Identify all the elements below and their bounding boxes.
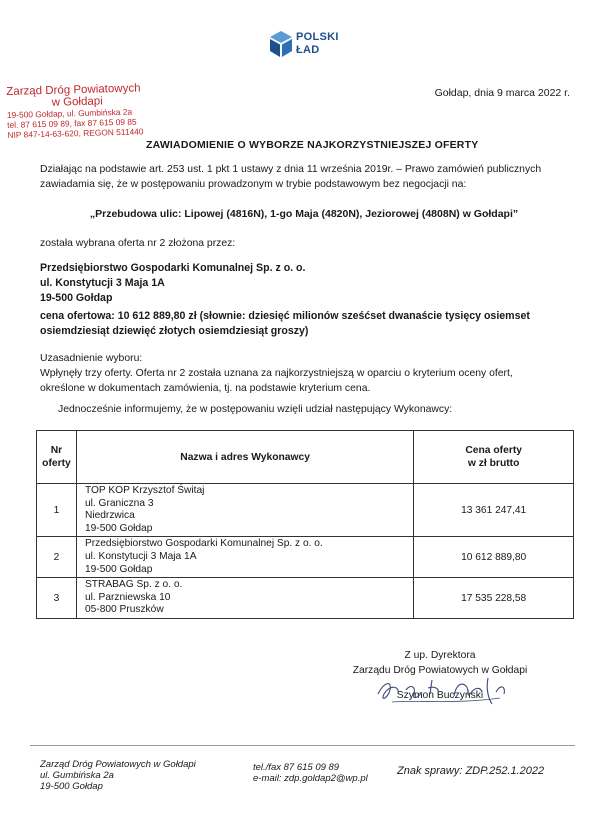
stamp-line-2: w Gołdapi	[51, 95, 103, 109]
justification-line-2: określone w dokumentach zamówienia, tj. na podstawie kryterium cena.	[40, 383, 371, 394]
case-number: Znak sprawy: ZDP.252.1.2022	[397, 765, 545, 777]
winner-street: ul. Konstytucji 3 Maja 1A	[40, 277, 165, 289]
contractor-line: ul. Parzniewska 10	[84, 591, 171, 603]
contractor-line: 19-500 Gołdap	[84, 563, 153, 575]
signature-line-2: Zarządu Dróg Powiatowych w Gołdapi	[352, 665, 528, 676]
offer-price-cell: 13 361 247,41	[414, 484, 574, 537]
polski-lad-emblem-icon	[268, 30, 294, 58]
header-contractor: Nazwa i adres Wykonawcy	[76, 431, 413, 484]
table-row	[37, 578, 574, 619]
participants-intro: Jednocześnie informujemy, że w postępowaniu wzięli udział następujący Wykonawcy:	[58, 404, 453, 415]
logo-line-2: ŁAD	[296, 44, 320, 56]
footer-address-line-2: ul. Gumbińska 2a	[40, 770, 114, 781]
contractor-cell	[76, 484, 413, 537]
signature-line-1: Z up. Dyrektora	[404, 650, 476, 661]
contractor-line: ul. Konstytucji 3 Maja 1A	[84, 550, 197, 562]
offer-price-cell: 17 535 228,58	[414, 578, 574, 619]
justification	[40, 351, 568, 396]
winner-block	[40, 261, 568, 306]
table-row	[37, 537, 574, 578]
footer-address-line-3: 19-500 Gołdap	[40, 781, 103, 792]
footer-divider	[30, 745, 575, 746]
offer-price	[40, 309, 568, 339]
footer-email: e-mail: zdp.goldap2@wp.pl	[253, 773, 368, 784]
contractor-line: 05-800 Pruszków	[84, 604, 164, 616]
offer-number: 1	[37, 484, 77, 537]
handwritten-signature	[370, 664, 520, 714]
contractor-line: Niedrzwica	[84, 510, 135, 522]
contractor-cell	[76, 578, 413, 619]
winner-name: Przedsiębiorstwo Gospodarki Komunalnej Sp. z o. o.	[40, 262, 306, 274]
price-line-1: cena ofertowa: 10 612 889,80 zł (słownie: dziesięć milionów sześćset dwanaście tysięcy osiemset	[40, 310, 530, 322]
signatory-name: Szymon Buczyński	[396, 690, 484, 701]
chosen-offer-text: została wybrana oferta nr 2 złożona przez:	[40, 238, 236, 249]
document-title: ZAWIADOMIENIE O WYBORZE NAJKORZYSTNIEJSZEJ OFERTY	[146, 139, 479, 151]
intro-line-2: zawiadamia się, że w postępowaniu prowadzonym w trybie podstawowym bez negocjacji na:	[40, 179, 467, 190]
bidders-table	[36, 430, 574, 619]
contractor-line: 19-500 Gołdap	[84, 522, 153, 534]
header-price-line-1: Cena oferty	[465, 445, 522, 456]
contractor-line: Przedsiębiorstwo Gospodarki Komunalnej Sp. z o. o.	[84, 538, 323, 550]
logo-line-1: POLSKI	[296, 31, 339, 43]
office-stamp	[6, 82, 158, 151]
stamp-line-1: Zarząd Dróg Powiatowych	[6, 82, 141, 98]
footer-phone: tel./fax 87 615 09 89	[253, 762, 340, 773]
intro-paragraph	[40, 162, 568, 192]
header-offer-number	[37, 431, 77, 484]
header-nr-line-2: oferty	[42, 458, 71, 469]
stamp-line-3: 19-500 Gołdap, ul. Gumbińska 2a	[6, 106, 133, 120]
justification-heading: Uzasadnienie wyboru:	[40, 353, 143, 364]
offer-number: 2	[37, 537, 77, 578]
polski-lad-logo	[268, 30, 348, 60]
header-nr-line-1: Nr	[50, 445, 63, 456]
footer-contact	[253, 762, 368, 784]
contractor-line: ul. Graniczna 3	[84, 497, 154, 509]
offer-price-cell: 10 612 889,80	[414, 537, 574, 578]
footer-address-line-1: Zarząd Dróg Powiatowych w Gołdapi	[40, 759, 196, 770]
table-row	[37, 484, 574, 537]
procurement-subject: „Przebudowa ulic: Lipowej (4816N), 1-go Maja (4820N), Jeziorowej (4808N) w Gołdapi”	[89, 208, 519, 220]
contractor-cell	[76, 537, 413, 578]
table-header-row	[37, 431, 574, 484]
header-price-line-2: w zł brutto	[467, 458, 520, 469]
footer-address	[40, 759, 196, 792]
contractor-line: STRABAG Sp. z o. o.	[84, 579, 183, 591]
intro-line-1: Działając na podstawie art. 253 ust. 1 pkt 1 ustawy z dnia 11 września 2019r. – Prawo zamówień publicznych	[40, 164, 542, 175]
price-line-2: osiemdziesiąt dziewięć złotych osiemdziesiąt groszy)	[40, 325, 309, 337]
date-line: Gołdap, dnia 9 marca 2022 r.	[434, 87, 570, 99]
stamp-line-4: tel. 87 615 09 89, fax 87 615 09 85	[7, 116, 137, 130]
contractor-line: TOP KOP Krzysztof Świtaj	[84, 485, 205, 496]
stamp-line-5: NIP 847-14-63-620, REGON 511440	[7, 126, 144, 140]
offer-number: 3	[37, 578, 77, 619]
justification-line-1: Wpłynęły trzy oferty. Oferta nr 2 została uznana za najkorzystniejszą w oparciu o kryterium oceny ofert,	[40, 368, 513, 379]
header-price	[414, 431, 574, 484]
winner-city: 19-500 Gołdap	[40, 292, 113, 304]
